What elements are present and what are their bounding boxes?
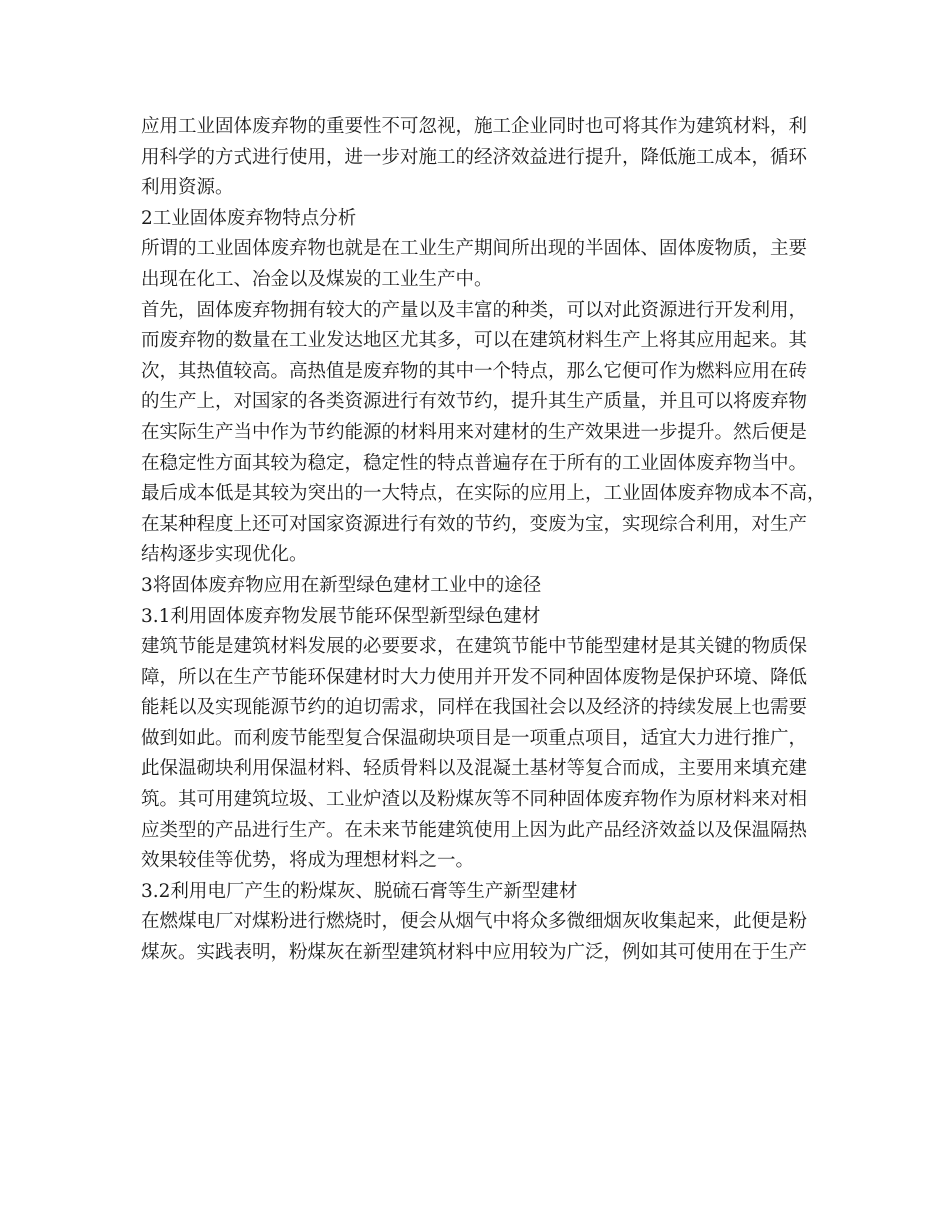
text-line: 效果较佳等优势，将成为理想材料之一。 [141, 850, 475, 872]
text-line: 此保温砌块利用保温材料、轻质骨料以及混凝土基材等复合而成，主要用来填充建 [141, 758, 808, 780]
text-line: 在稳定性方面其较为稳定，稳定性的特点普遍存在于所有的工业固体废弃物当中。 [141, 452, 808, 474]
text-line: 用科学的方式进行使用，进一步对施工的经济效益进行提升，降低施工成本，循环 [141, 146, 808, 168]
text-line: 而废弃物的数量在工业发达地区尤其多，可以在建筑材料生产上将其应用起来。其 [141, 330, 808, 352]
text-line: 次，其热值较高。高热值是废弃物的其中一个特点，那么它便可作为燃料应用在砖 [141, 360, 808, 382]
text-line: 出现在化工、冶金以及煤炭的工业生产中。 [141, 268, 493, 290]
text-line: 筑。其可用建筑垃圾、工业炉渣以及粉煤灰等不同种固体废弃物作为原材料来对相 [141, 789, 808, 811]
section-heading: 2工业固体废弃物特点分析 [141, 207, 357, 229]
text-line: 做到如此。而利废节能型复合保温砌块项目是一项重点项目，适宜大力进行推广， [141, 727, 808, 749]
subsection-heading: 3.1利用固体废弃物发展节能环保型新型绿色建材 [141, 605, 541, 627]
text-line: 应类型的产品进行生产。在未来节能建筑使用上因为此产品经济效益以及保温隔热 [141, 819, 808, 841]
text-line: 煤灰。实践表明，粉煤灰在新型建筑材料中应用较为广泛，例如其可使用在于生产 [141, 942, 808, 964]
document-body [141, 112, 831, 969]
text-line: 所谓的工业固体废弃物也就是在工业生产期间所出现的半固体、固体废物质，主要 [141, 238, 808, 260]
text-line: 最后成本低是其较为突出的一大特点，在实际的应用上，工业固体废弃物成本不高， [141, 483, 826, 505]
text-line: 能耗以及实现能源节约的迫切需求，同样在我国社会以及经济的持续发展上也需要 [141, 697, 808, 719]
text-line: 在实际生产当中作为节约能源的材料用来对建材的生产效果进一步提升。然后便是 [141, 421, 808, 443]
text-line: 利用资源。 [141, 177, 234, 199]
section-heading: 3将固体废弃物应用在新型绿色建材工业中的途径 [141, 574, 542, 596]
text-line: 应用工业固体废弃物的重要性不可忽视，施工企业同时也可将其作为建筑材料，利 [141, 116, 808, 137]
text-line: 在燃煤电厂对煤粉进行燃烧时，便会从烟气中将众多微细烟灰收集起来，此便是粉 [141, 911, 808, 933]
text-line: 建筑节能是建筑材料发展的必要要求，在建筑节能中节能型建材是其关键的物质保 [141, 636, 808, 658]
text-line: 结构逐步实现优化。 [141, 544, 308, 566]
text-line: 障，所以在生产节能环保建材时大力使用并开发不同种固体废物是保护环境、降低 [141, 666, 808, 688]
subsection-heading: 3.2利用电厂产生的粉煤灰、脱硫石膏等生产新型建材 [141, 880, 578, 902]
text-line: 首先，固体废弃物拥有较大的产量以及丰富的种类，可以对此资源进行开发利用， [141, 299, 808, 321]
text-line: 的生产上，对国家的各类资源进行有效节约，提升其生产质量，并且可以将废弃物 [141, 391, 808, 413]
text-line: 在某种程度上还可对国家资源进行有效的节约，变废为宝，实现综合利用，对生产 [141, 513, 808, 535]
